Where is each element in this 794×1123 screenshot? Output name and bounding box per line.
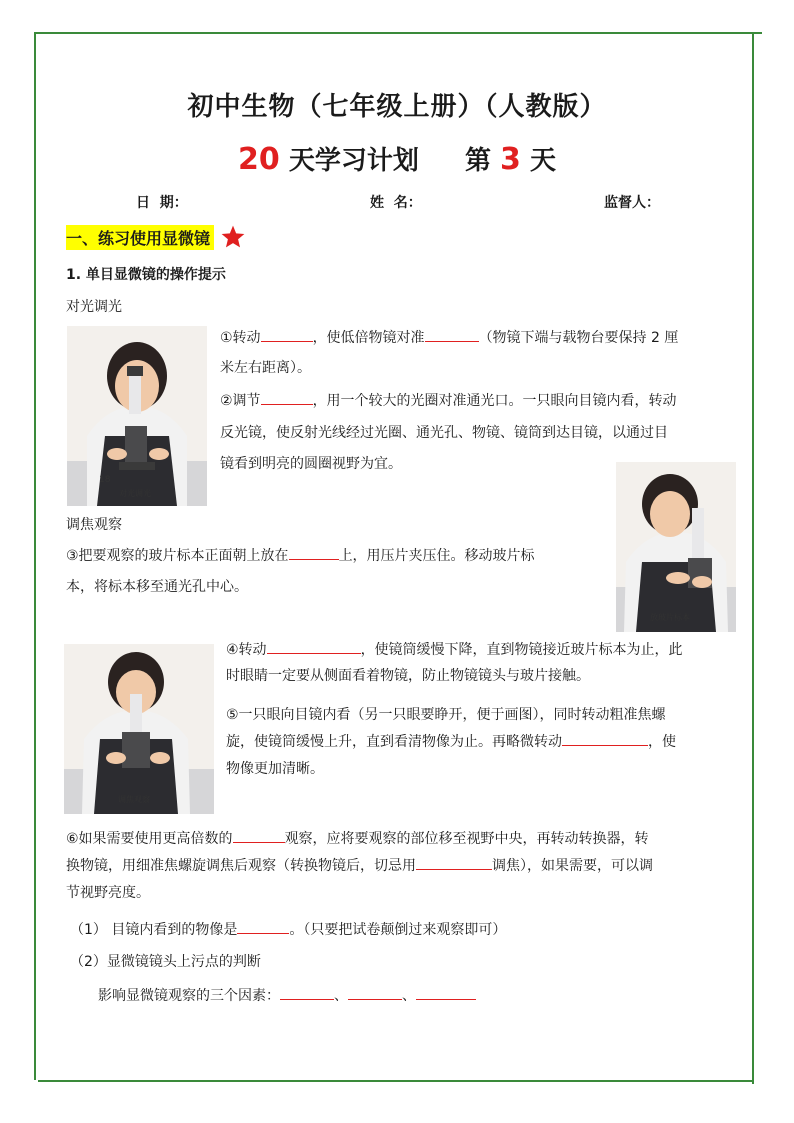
section-heading <box>66 225 246 249</box>
step4-line1: ④转动 ，使镜筒缓慢下降，直到物镜接近玻片标本为止，此 <box>226 637 683 663</box>
photo1-caption: 对光调光 <box>119 489 151 498</box>
border-right <box>752 32 754 1084</box>
blank-12[interactable] <box>416 985 476 1000</box>
step2-line1: ②调节 ，用一个较大的光圈对准通光口。一只眼向目镜内看，转动 <box>220 388 677 414</box>
plan-title <box>0 140 794 177</box>
step1-line1: ①转动 ，使低倍物镜对准 （物镜下端与载物台要保持 2 厘 <box>220 325 678 351</box>
supervisor-label: 监督人： <box>604 195 660 211</box>
blank-11[interactable] <box>348 985 402 1000</box>
blank-6[interactable] <box>562 731 648 746</box>
photo-light-adjust <box>67 326 207 506</box>
question-2: （2）显微镜镜头上污点的判断 <box>70 954 261 970</box>
step5-line3: 物像更加清晰。 <box>226 761 324 777</box>
photo-place-slide <box>616 462 736 632</box>
step6-line1: ⑥如果需要使用更高倍数的 观察，应将要观察的部位移至视野中央，再转动转换器，转 <box>66 826 649 852</box>
day-number: 3 <box>500 142 521 177</box>
blank-3[interactable] <box>261 390 313 405</box>
step6-line3: 节视野亮度。 <box>66 885 150 901</box>
step3-line2: 本，将标本移至通光孔中心。 <box>66 579 248 595</box>
blank-10[interactable] <box>280 985 334 1000</box>
plan-text: 天学习计划 <box>288 146 419 176</box>
step3-line1: ③把要观察的玻片标本正面朝上放在 上，用压片夹压住。移动玻片标 <box>66 543 535 569</box>
plan-days-number: 20 <box>238 142 280 177</box>
section-heading-text: 一、练习使用显微镜 <box>66 225 214 250</box>
step1-line2: 米左右距离）。 <box>220 360 311 376</box>
blank-2[interactable] <box>425 327 479 342</box>
blank-4[interactable] <box>289 545 339 560</box>
name-label: 姓 名： <box>370 195 422 211</box>
step2-line2: 反光镜，使反射光线经过光圈、通光孔、物镜、镜筒到达目镜，以通过目 <box>220 425 668 441</box>
step5-line2: 旋，使镜筒缓慢上升，直到看清物像为止。再略微转动 ，使 <box>226 729 676 755</box>
question-1: （1） 目镜内看到的物像是 。（只要把试卷颠倒过来观察即可） <box>70 917 506 943</box>
day-suffix: 天 <box>529 146 556 176</box>
step6-line2: 换物镜，用细准焦螺旋调焦后观察（转换物镜后，切忌用 调焦），如果需要，可以调 <box>66 853 653 879</box>
date-label: 日 期： <box>136 195 188 211</box>
subheading: 1. 单目显微镜的操作提示 <box>66 267 226 283</box>
photo-focus-observe <box>64 644 214 814</box>
border-bottom <box>38 1080 754 1082</box>
label-light: 对光调光 <box>66 299 122 315</box>
photo3-caption: 调焦观察 <box>118 795 150 804</box>
label-focus: 调焦观察 <box>66 517 122 533</box>
step5-line1: ⑤一只眼向目镜内看（另一只眼要睁开，便于画图），同时转动粗准焦螺 <box>226 707 666 723</box>
blank-8[interactable] <box>416 855 492 870</box>
day-prefix: 第 <box>464 146 491 176</box>
star-icon <box>220 224 246 250</box>
border-left <box>34 32 36 1080</box>
border-top <box>34 32 762 34</box>
page-title: 初中生物（七年级上册）（人教版） <box>187 92 607 122</box>
question-3: 影响显微镜观察的三个因素： 、 、 <box>98 983 476 1009</box>
blank-1[interactable] <box>261 327 313 342</box>
step2-line3: 镜看到明亮的圆圈视野为宜。 <box>220 456 402 472</box>
blank-5[interactable] <box>267 639 361 654</box>
photo2-caption: 放玻片标本 <box>650 613 690 622</box>
blank-9[interactable] <box>237 919 289 934</box>
photo1-number: 18 <box>99 475 111 485</box>
blank-7[interactable] <box>233 828 285 843</box>
step4-line2: 时眼睛一定要从侧面看着物镜，防止物镜镜头与玻片接触。 <box>226 668 590 684</box>
